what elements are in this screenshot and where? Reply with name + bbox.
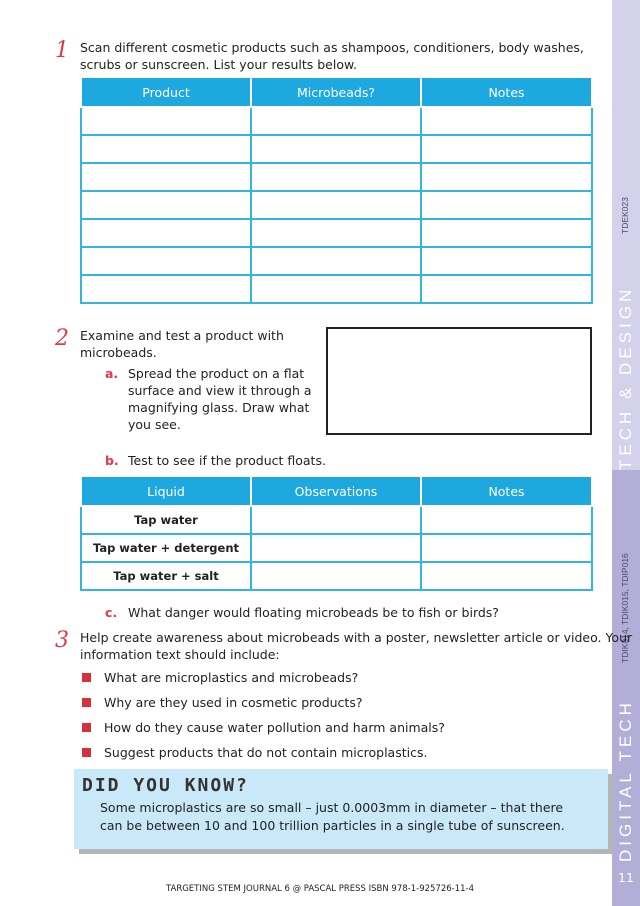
notes-cell[interactable] [421,534,592,562]
question-2-text-line1: Examine and test a product with [80,328,284,343]
part-a-line1: Spread the product on a flat [128,366,305,381]
callout-title: DID YOU KNOW? [82,775,249,796]
question-1-text-line1: Scan different cosmetic products such as shampoos, conditioners, body washes, [80,40,584,55]
list-item-text: How do they cause water pollution and harm animals? [104,720,445,735]
part-c-text: What danger would floating microbeads be to fish or birds? [128,605,499,620]
float-test-table [80,477,593,591]
table-row [81,135,592,163]
product-cell[interactable] [81,247,251,275]
microbeads-cell[interactable] [251,107,421,135]
part-c-letter: c. [105,605,118,620]
callout-body [100,799,590,835]
callout-line2: can be between 10 and 100 trillion particles in a single tube of sunscreen. [100,818,565,833]
table-row [81,107,592,135]
callout-line1: Some microplastics are so small – just 0.0003mm in diameter – that there [100,800,564,815]
microbeads-cell[interactable] [251,219,421,247]
question-3-text-line2: information text should include: [80,647,280,662]
microbeads-cell[interactable] [251,275,421,303]
tech-design-code: TDEK023 [620,197,630,234]
product-cell[interactable] [81,275,251,303]
list-item [80,744,445,769]
notes-cell[interactable] [421,247,592,275]
bullet-square-icon [82,748,91,757]
part-b-text: Test to see if the product floats. [128,453,326,468]
list-item-text: Why are they used in cosmetic products? [104,695,363,710]
notes-cell[interactable] [421,135,592,163]
notes-cell[interactable] [421,562,592,590]
page-number: 11 [618,870,634,885]
question-2-number: 2 [55,326,69,351]
table-row [81,163,592,191]
notes-cell[interactable] [421,107,592,135]
product-cell[interactable] [81,135,251,163]
liquid-cell: Tap water + detergent [81,534,251,562]
digital-tech-code: TDIK014, TDIK015, TDIP016 [620,553,630,663]
table-row [81,562,592,590]
part-a-letter: a. [105,366,119,381]
observations-cell[interactable] [251,506,421,534]
question-2-text-line2: microbeads. [80,345,157,360]
liquid-cell: Tap water [81,506,251,534]
drawing-box[interactable] [326,327,592,435]
microbeads-cell[interactable] [251,163,421,191]
microbeads-cell[interactable] [251,135,421,163]
criteria-list [80,669,445,769]
question-3-number: 3 [55,628,69,653]
list-item [80,669,445,694]
microbeads-cell[interactable] [251,247,421,275]
product-cell[interactable] [81,219,251,247]
bullet-square-icon [82,673,91,682]
liquid-cell: Tap water + salt [81,562,251,590]
notes-cell[interactable] [421,191,592,219]
question-3-text-line1: Help create awareness about microbeads with a poster, newsletter article or video. Your [80,630,633,645]
question-1-text-line2: scrubs or sunscreen. List your results below. [80,57,358,72]
table-row [81,275,592,303]
product-cell[interactable] [81,163,251,191]
notes-cell[interactable] [421,219,592,247]
notes-cell[interactable] [421,506,592,534]
table-row [81,191,592,219]
part-b-letter: b. [105,453,119,468]
product-cell[interactable] [81,107,251,135]
header-observations: Observations [251,477,421,506]
header-notes: Notes [421,477,592,506]
list-item-text: Suggest products that do not contain microplastics. [104,745,428,760]
notes-cell[interactable] [421,275,592,303]
header-liquid: Liquid [81,477,251,506]
microbeads-cell[interactable] [251,191,421,219]
bullet-square-icon [82,723,91,732]
header-product: Product [81,78,251,107]
table-row [81,506,592,534]
digital-tech-label: DIGITAL TECH [616,699,635,862]
products-table [80,78,593,304]
list-item [80,694,445,719]
part-a-line4: you see. [128,417,181,432]
list-item-text: What are microplastics and microbeads? [104,670,359,685]
observations-cell[interactable] [251,562,421,590]
list-item [80,719,445,744]
question-1-number: 1 [55,38,69,63]
table-row [81,219,592,247]
header-notes: Notes [421,78,592,107]
part-a-line2: surface and view it through a [128,383,312,398]
table-row [81,534,592,562]
footer-credit: TARGETING STEM JOURNAL 6 @ PASCAL PRESS ISBN 978-1-925726-11-4 [165,884,475,894]
part-a-line3: magnifying glass. Draw what [128,400,310,415]
product-cell[interactable] [81,191,251,219]
bullet-square-icon [82,698,91,707]
observations-cell[interactable] [251,534,421,562]
did-you-know-callout [74,769,608,849]
table-row [81,247,592,275]
tech-design-label: TECH & DESIGN [616,285,635,470]
header-microbeads: Microbeads? [251,78,421,107]
notes-cell[interactable] [421,163,592,191]
